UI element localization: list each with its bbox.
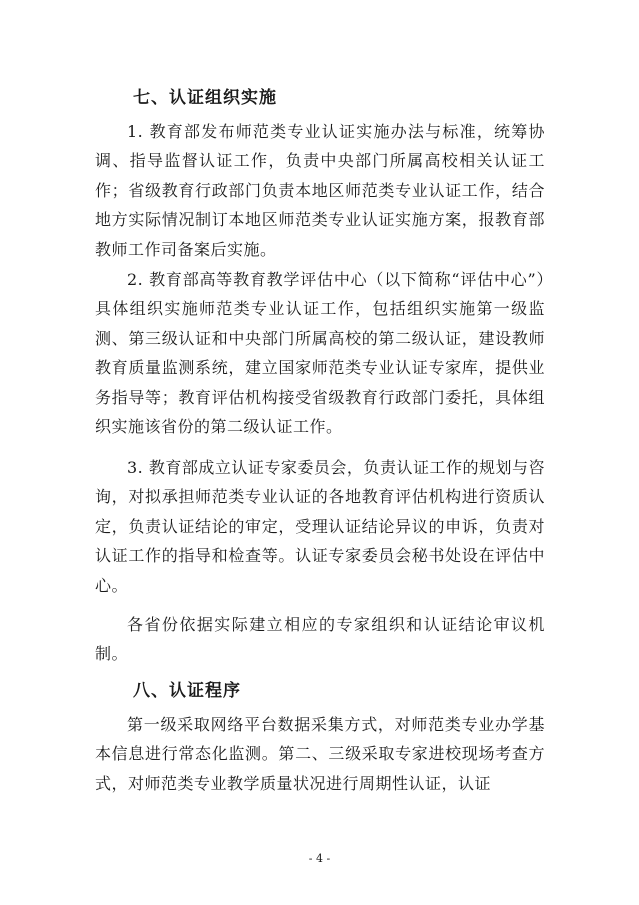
section-heading: 七、认证组织实施 <box>133 88 277 108</box>
page-number: - 4 - <box>308 852 331 865</box>
paragraph: 第一级采取网络平台数据采集方式，对师范类专业办学基本信息进行常态化监测。第二、三级采取专家进校现场考查方式，对师范类专业教学质量状况进行周期性认证，认证 <box>95 715 545 793</box>
paragraph: 3. 教育部成立认证专家委员会，负责认证工作的规划与咨询，对拟承担师范类专业认证的各地教育评估机构进行资质认定，负责认证结论的审定，受理认证结论异议的申诉，负责对认证工作的指导和检查等。认证专家委员会秘书处设在评估中心。 <box>95 458 545 595</box>
paragraph: 1. 教育部发布师范类专业认证实施办法与标准，统筹协调、指导监督认证工作，负责中央部门所属高校相关认证工作；省级教育行政部门负责本地区师范类专业认证工作，结合地方实际情况制订本地区师范类专业认证实施方案，报教育部教师工作司备案后实施。 <box>95 122 545 259</box>
section-heading: 八、认证程序 <box>133 681 241 701</box>
paragraph: 各省份依据实际建立相应的专家组织和认证结论审议机制。 <box>95 615 545 664</box>
paragraph: 2. 教育部高等教育教学评估中心（以下简称“评估中心”）具体组织实施师范类专业认证工作，包括组织实施第一级监测、第三级认证和中央部门所属高校的第二级认证，建设教师教育质量监测系统，建立国家师范类专业认证专家库，提供业务指导等；教育评估机构接受省级教育行政部门委托，具体组织实施该省份的第二级认证工作。 <box>95 270 545 437</box>
